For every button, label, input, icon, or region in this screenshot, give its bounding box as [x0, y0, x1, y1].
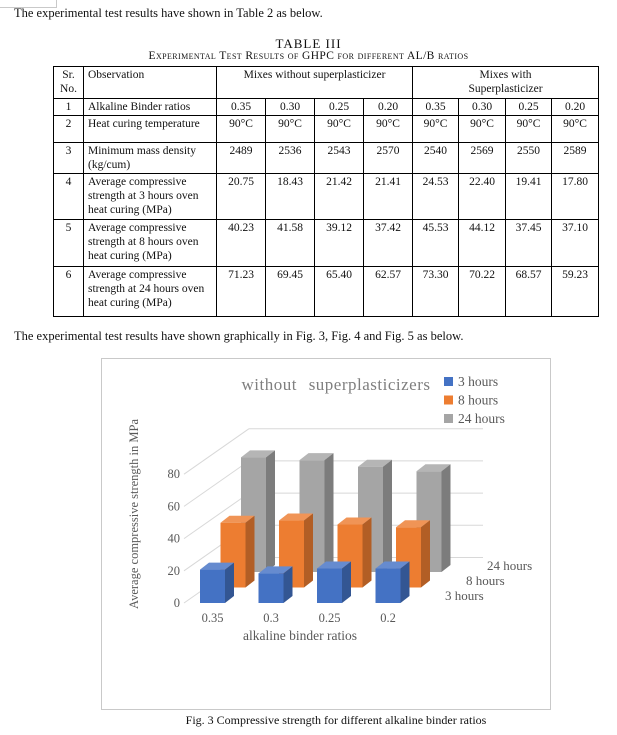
observation-cell: Heat curing temperature	[84, 116, 217, 143]
value-cell: 37.45	[506, 220, 552, 267]
figure-caption: Fig. 3 Compressive strength for different alkaline binder ratios	[185, 713, 487, 727]
value-cell: 90°C	[506, 116, 552, 143]
value-cell: 17.80	[552, 174, 599, 220]
chart-title: without superplasticizers	[241, 375, 431, 394]
value-cell: 44.12	[459, 220, 506, 267]
table-row	[54, 174, 599, 220]
value-cell: 21.41	[364, 174, 413, 220]
value-cell: 0.35	[413, 99, 459, 116]
header-sr-no: Sr. No.	[54, 67, 84, 99]
value-cell: 0.30	[266, 99, 315, 116]
value-cell: 18.43	[266, 174, 315, 220]
bar	[376, 569, 401, 603]
bar	[259, 573, 284, 603]
value-cell: 90°C	[364, 116, 413, 143]
value-cell: 71.23	[217, 267, 266, 317]
value-cell: 2540	[413, 143, 459, 174]
row-number-cell: 4	[54, 174, 84, 220]
value-cell: 20.75	[217, 174, 266, 220]
value-cell: 0.20	[552, 99, 599, 116]
legend-swatch	[444, 377, 453, 386]
depth-axis-label: 8 hours	[466, 573, 505, 588]
table-row	[54, 116, 599, 143]
value-cell: 0.25	[315, 99, 364, 116]
table-row	[54, 220, 599, 267]
row-number-cell: 6	[54, 267, 84, 317]
row-number-cell: 1	[54, 99, 84, 116]
value-cell: 37.42	[364, 220, 413, 267]
bar-side-face	[325, 453, 334, 572]
table-subtitle: Experimental Test Results of GHPC for different AL/B ratios	[148, 50, 469, 62]
value-cell: 69.45	[266, 267, 315, 317]
value-cell: 68.57	[506, 267, 552, 317]
value-cell: 90°C	[315, 116, 364, 143]
value-cell: 39.12	[315, 220, 364, 267]
observation-cell: Alkaline Binder ratios	[84, 99, 217, 116]
depth-axis-label: 3 hours	[445, 588, 484, 603]
value-cell: 2570	[364, 143, 413, 174]
value-cell: 2589	[552, 143, 599, 174]
value-cell: 0.30	[459, 99, 506, 116]
table-row	[54, 143, 599, 174]
value-cell: 2536	[266, 143, 315, 174]
bar-side-face	[383, 460, 392, 572]
value-cell: 2543	[315, 143, 364, 174]
bar-side-face	[246, 516, 255, 588]
value-cell: 73.30	[413, 267, 459, 317]
observation-cell: Average compressive strength at 8 hours oven heat curing (MPa)	[84, 220, 217, 267]
value-cell: 90°C	[552, 116, 599, 143]
table-header-row	[54, 67, 599, 99]
legend-label: 8 hours	[458, 392, 499, 408]
depth-axis-label: 24 hours	[487, 558, 533, 573]
bar	[200, 570, 225, 603]
figures-paragraph: The experimental test results have shown graphically in Fig. 3, Fig. 4 and Fig. 5 as below.	[14, 329, 464, 343]
value-cell: 22.40	[459, 174, 506, 220]
table-row	[54, 99, 599, 116]
observation-cell: Average compressive strength at 24 hours oven heat curing (MPa)	[84, 267, 217, 317]
bar-side-face	[225, 563, 234, 603]
header-group-with: Mixes with Superplasticizer	[413, 67, 599, 99]
x-category-label: 0.2	[380, 611, 396, 625]
chart-figure	[101, 358, 551, 710]
legend-swatch	[444, 396, 453, 405]
value-cell: 37.10	[552, 220, 599, 267]
bar-side-face	[442, 464, 451, 572]
table-row	[54, 267, 599, 317]
table-body	[54, 99, 599, 317]
value-cell: 24.53	[413, 174, 459, 220]
value-cell: 0.35	[217, 99, 266, 116]
value-cell: 45.53	[413, 220, 459, 267]
x-category-label: 0.35	[201, 611, 224, 625]
value-cell: 21.42	[315, 174, 364, 220]
y-tick-label: 20	[167, 563, 180, 578]
value-cell: 41.58	[266, 220, 315, 267]
intro-paragraph: The experimental test results have shown in Table 2 as below.	[14, 6, 323, 20]
row-number-cell: 2	[54, 116, 84, 143]
bar	[317, 569, 342, 603]
bar-side-face	[304, 514, 313, 588]
y-tick-label: 0	[173, 596, 180, 610]
bar-side-face	[401, 562, 410, 603]
value-cell: 2569	[459, 143, 506, 174]
value-cell: 62.57	[364, 267, 413, 317]
legend-swatch	[444, 414, 453, 423]
value-cell: 59.23	[552, 267, 599, 317]
y-tick-label: 60	[167, 499, 180, 514]
value-cell: 90°C	[459, 116, 506, 143]
value-cell: 0.25	[506, 99, 552, 116]
bar3d-chart	[102, 359, 550, 709]
bar-side-face	[421, 520, 430, 587]
observation-cell: Minimum mass density (kg/cum)	[84, 143, 217, 174]
bar-side-face	[363, 518, 372, 588]
row-number-cell: 5	[54, 220, 84, 267]
x-category-label: 0.3	[263, 611, 279, 625]
x-category-label: 0.25	[318, 611, 341, 625]
y-tick-label: 80	[167, 467, 180, 482]
row-number-cell: 3	[54, 143, 84, 174]
x-axis-title: alkaline binder ratios	[243, 628, 357, 643]
bar-side-face	[342, 562, 351, 603]
value-cell: 65.40	[315, 267, 364, 317]
header-group-without: Mixes without superplasticizer	[217, 67, 413, 99]
results-table	[53, 66, 599, 317]
bar-side-face	[266, 450, 275, 572]
legend-label: 24 hours	[458, 411, 505, 426]
value-cell: 90°C	[413, 116, 459, 143]
y-axis-title: Average compressive strength in MPa	[127, 419, 141, 609]
y-tick-label: 40	[167, 531, 180, 546]
value-cell: 70.22	[459, 267, 506, 317]
value-cell: 90°C	[266, 116, 315, 143]
legend-label: 3 hours	[458, 374, 499, 389]
header-observation: Observation	[84, 67, 217, 99]
value-cell: 40.23	[217, 220, 266, 267]
value-cell: 2550	[506, 143, 552, 174]
observation-cell: Average compressive strength at 3 hours oven heat curing (MPa)	[84, 174, 217, 220]
value-cell: 2489	[217, 143, 266, 174]
table-title: TABLE III	[275, 36, 342, 51]
value-cell: 0.20	[364, 99, 413, 116]
value-cell: 19.41	[506, 174, 552, 220]
value-cell: 90°C	[217, 116, 266, 143]
